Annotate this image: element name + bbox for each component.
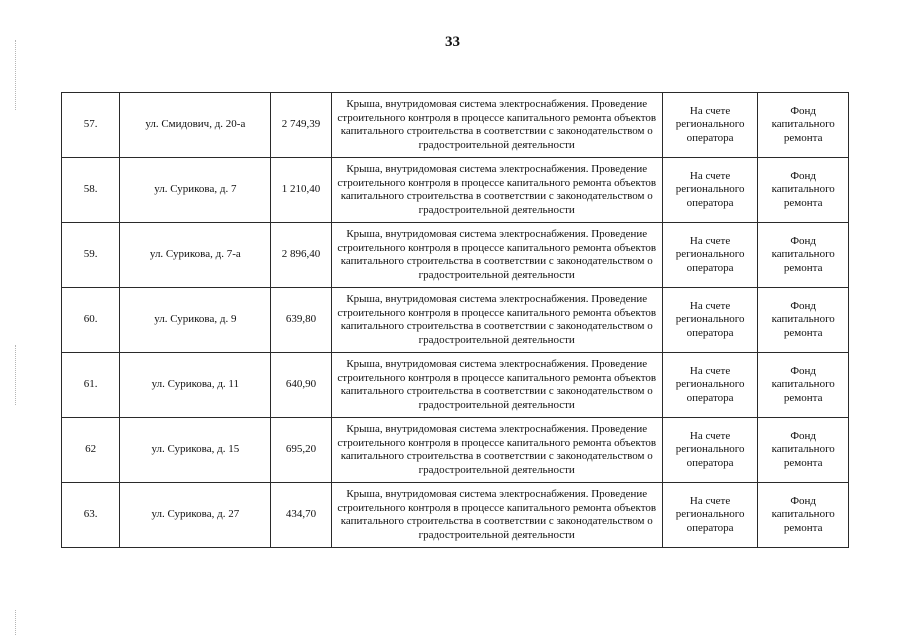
work-description: Крыша, внутридомовая система электроснабжения. Проведение строительного контроля в процессе капитального ремонта объектов капитального строительства в соответствии с законодательством о градостроительной деятельности — [331, 353, 662, 418]
funding-source: Фонд капитального ремонта — [758, 483, 849, 548]
row-number: 58. — [62, 158, 120, 223]
fund-account: На счете регионального оператора — [662, 223, 758, 288]
funding-source: Фонд капитального ремонта — [758, 418, 849, 483]
house-address: ул. Смидович, д. 20-а — [120, 93, 271, 158]
funding-source: Фонд капитального ремонта — [758, 223, 849, 288]
funding-source: Фонд капитального ремонта — [758, 93, 849, 158]
scan-margin-mark — [15, 345, 16, 405]
house-area: 2 896,40 — [271, 223, 331, 288]
scan-margin-mark — [15, 610, 16, 635]
work-description: Крыша, внутридомовая система электроснабжения. Проведение строительного контроля в процессе капитального ремонта объектов капитального строительства в соответствии с законодательством о градостроительной деятельности — [331, 418, 662, 483]
row-number: 57. — [62, 93, 120, 158]
house-area: 2 749,39 — [271, 93, 331, 158]
house-area: 434,70 — [271, 483, 331, 548]
house-address: ул. Сурикова, д. 9 — [120, 288, 271, 353]
page-number: 33 — [445, 34, 460, 50]
table-row — [62, 158, 849, 223]
fund-account: На счете регионального оператора — [662, 288, 758, 353]
fund-account: На счете регионального оператора — [662, 93, 758, 158]
row-number: 59. — [62, 223, 120, 288]
scan-margin-mark — [15, 40, 16, 110]
table-row — [62, 93, 849, 158]
work-description: Крыша, внутридомовая система электроснабжения. Проведение строительного контроля в процессе капитального ремонта объектов капитального строительства в соответствии с законодательством о градостроительной деятельности — [331, 158, 662, 223]
house-address: ул. Сурикова, д. 11 — [120, 353, 271, 418]
funding-source: Фонд капитального ремонта — [758, 158, 849, 223]
house-address: ул. Сурикова, д. 7 — [120, 158, 271, 223]
funding-source: Фонд капитального ремонта — [758, 353, 849, 418]
house-address: ул. Сурикова, д. 15 — [120, 418, 271, 483]
house-area: 695,20 — [271, 418, 331, 483]
work-description: Крыша, внутридомовая система электроснабжения. Проведение строительного контроля в процессе капитального ремонта объектов капитального строительства в соответствии с законодательством о градостроительной деятельности — [331, 223, 662, 288]
row-number: 61. — [62, 353, 120, 418]
repair-works-table — [61, 92, 849, 548]
work-description: Крыша, внутридомовая система электроснабжения. Проведение строительного контроля в процессе капитального ремонта объектов капитального строительства в соответствии с законодательством о градостроительной деятельности — [331, 288, 662, 353]
fund-account: На счете регионального оператора — [662, 158, 758, 223]
row-number: 62 — [62, 418, 120, 483]
row-number: 60. — [62, 288, 120, 353]
work-description: Крыша, внутридомовая система электроснабжения. Проведение строительного контроля в процессе капитального ремонта объектов капитального строительства в соответствии с законодательством о градостроительной деятельности — [331, 93, 662, 158]
fund-account: На счете регионального оператора — [662, 483, 758, 548]
table-row — [62, 483, 849, 548]
table-row — [62, 353, 849, 418]
house-area: 640,90 — [271, 353, 331, 418]
house-address: ул. Сурикова, д. 27 — [120, 483, 271, 548]
table-row — [62, 288, 849, 353]
table-row — [62, 418, 849, 483]
house-area: 639,80 — [271, 288, 331, 353]
row-number: 63. — [62, 483, 120, 548]
fund-account: На счете регионального оператора — [662, 418, 758, 483]
table-row — [62, 223, 849, 288]
work-description: Крыша, внутридомовая система электроснабжения. Проведение строительного контроля в процессе капитального ремонта объектов капитального строительства в соответствии с законодательством о градостроительной деятельности — [331, 483, 662, 548]
house-area: 1 210,40 — [271, 158, 331, 223]
funding-source: Фонд капитального ремонта — [758, 288, 849, 353]
house-address: ул. Сурикова, д. 7-а — [120, 223, 271, 288]
fund-account: На счете регионального оператора — [662, 353, 758, 418]
